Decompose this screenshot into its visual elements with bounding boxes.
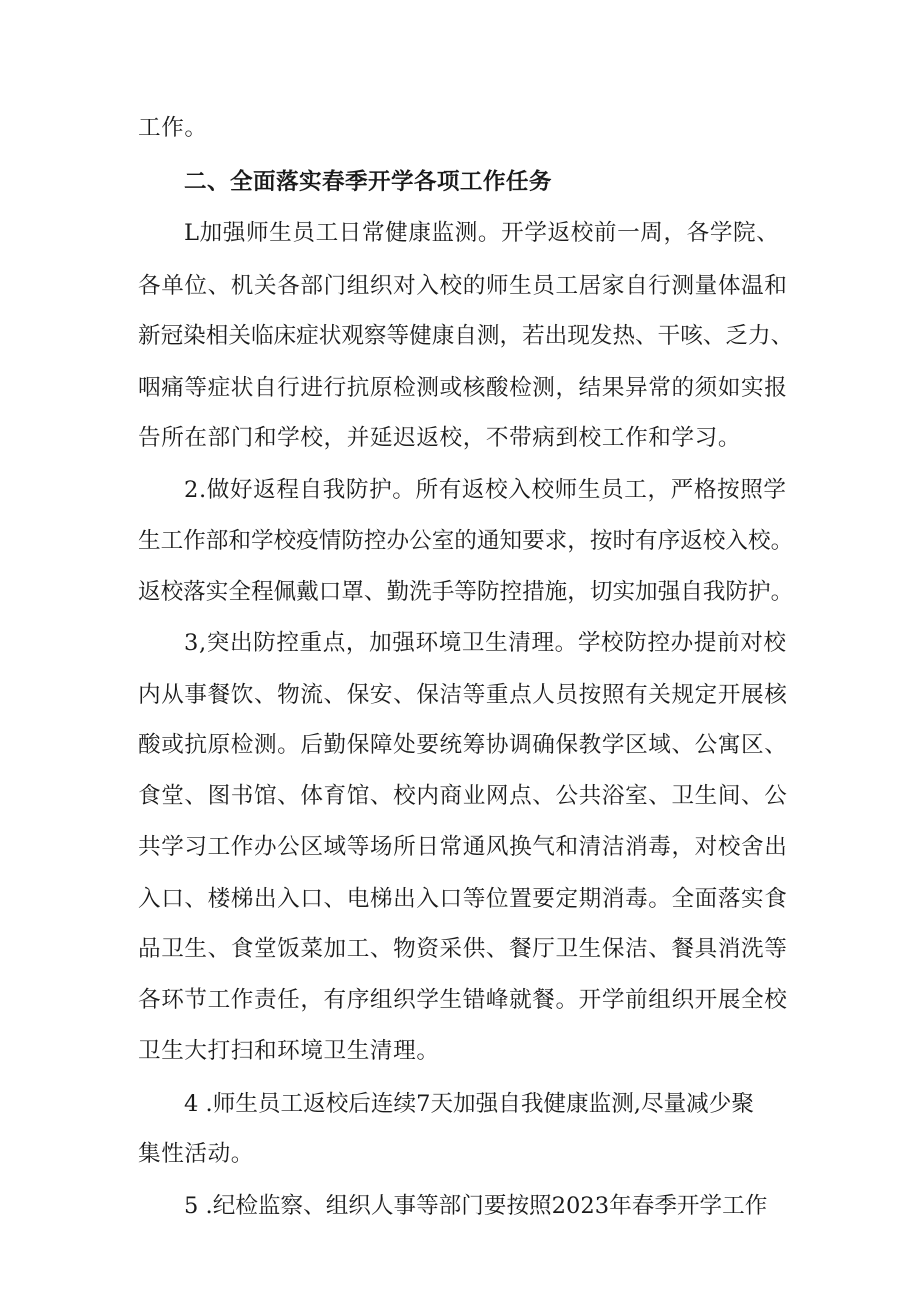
text-line: 入口、楼梯出入口、电梯出入口等位置要定期消毒。全面落实食 [138, 886, 788, 912]
text-line: 各环节工作责任，有序组织学生错峰就餐。开学前组织开展全校 [138, 987, 788, 1013]
text-line: 工作。 [138, 115, 208, 141]
text-line: 食堂、图书馆、体育馆、校内商业网点、公共浴室、卫生间、公 [138, 783, 788, 809]
section-heading: 二、全面落实春季开学各项工作任务 [184, 169, 552, 195]
text-line: 各单位、机关各部门组织对入校的师生员工居家自行测量体温和 [138, 273, 788, 299]
text-line: 5 .纪检监察、组织人事等部门要按照2023年春季开学工作 [184, 1193, 768, 1219]
text-line: L加强师生员工日常健康监测。开学返校前一周，各学院、 [184, 220, 780, 246]
text-line: 3,突出防控重点，加强环境卫生清理。学校防控办提前对校 [184, 630, 787, 656]
text-line: 新冠染相关临床症状观察等健康自测，若出现发热、干咳、乏力、 [138, 323, 794, 349]
text-line: 4 .师生员工返校后连续7天加强自我健康监测,尽量减少聚 [184, 1091, 754, 1117]
text-line: 2.做好返程自我防护。所有返校入校师生员工，严格按照学 [184, 477, 787, 503]
text-line: 共学习工作办公区域等场所日常通风换气和清洁消毒，对校舍出 [138, 834, 788, 860]
text-line: 咽痛等症状自行进行抗原检测或核酸检测，结果异常的须如实报 [138, 375, 788, 401]
text-line: 生工作部和学校疫情防控办公室的通知要求，按时有序返校入校。 [138, 528, 794, 554]
text-line: 告所在部门和学校，并延迟返校，不带病到校工作和学习。 [138, 425, 742, 451]
text-line: 返校落实全程佩戴口罩、勤洗手等防控措施，切实加强自我防护。 [138, 579, 794, 605]
text-line: 品卫生、食堂饭菜加工、物资采供、餐厅卫生保洁、餐具消洗等 [138, 936, 788, 962]
text-line: 卫生大打扫和环境卫生清理。 [138, 1038, 440, 1064]
text-line: 内从事餐饮、物流、保安、保洁等重点人员按照有关规定开展核 [138, 682, 788, 708]
text-line: 集性活动。 [138, 1141, 254, 1167]
text-line: 酸或抗原检测。后勤保障处要统筹协调确保教学区域、公寓区、 [138, 732, 788, 758]
